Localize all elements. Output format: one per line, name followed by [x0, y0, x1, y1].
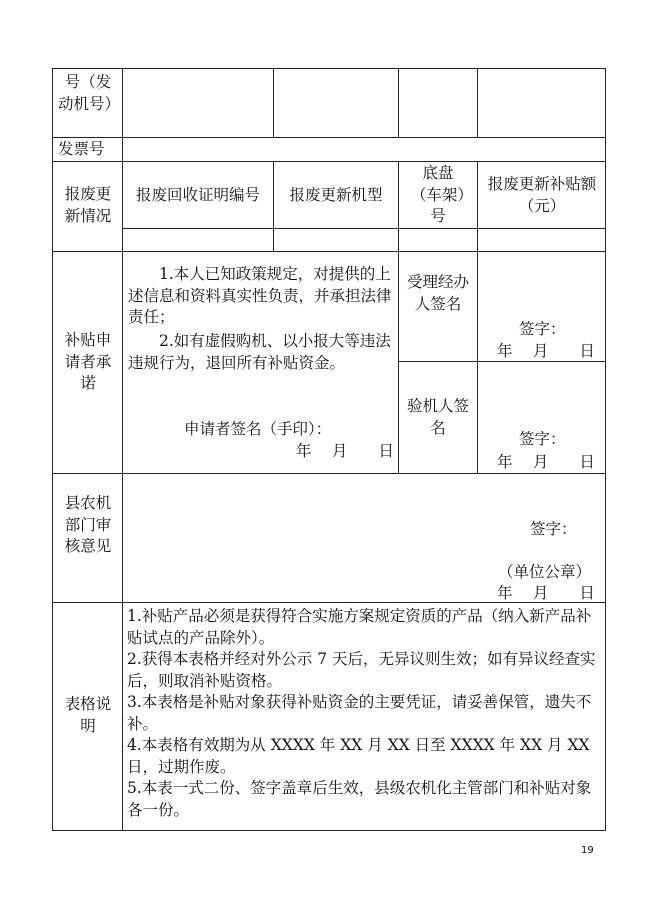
scrap-cert-number-header: 报废回收证明编号 — [135, 186, 260, 204]
note-item-5: 5.本表一式二份、签字盖章后生效，县级农机化主管部门和补贴对象各一份。 — [127, 779, 592, 819]
engine-number-cell-1[interactable] — [123, 69, 273, 137]
handler-sign-label[interactable]: 签字： — [519, 320, 566, 338]
county-seal-label: （单位公章） — [498, 563, 592, 581]
scrap-model-field[interactable] — [274, 229, 398, 251]
engine-number-cell-3[interactable] — [399, 69, 477, 137]
note-item-1: 1.补贴产品必须是获得符合实施方案规定资质的产品（纳入新产品补贴试点的产品除外）。 — [127, 607, 592, 647]
engine-number-cell-2[interactable] — [274, 69, 398, 137]
scrap-model-header: 报废更新机型 — [289, 186, 383, 204]
scrap-update-label: 报废更新情况 — [64, 185, 112, 225]
scrap-subsidy-amount-header: 报废更新补贴额（元） — [487, 175, 597, 215]
inspector-sign-label[interactable]: 签字： — [519, 430, 566, 448]
inspector-date[interactable]: 年 月 日 — [497, 453, 595, 471]
note-item-4: 4.本表格有效期为从 XXXX 年 XX 月 XX 日至 XXXX 年 XX 月 XX 日，过期作废。 — [127, 736, 590, 776]
chassis-number-field[interactable] — [399, 229, 477, 251]
scrap-subsidy-amount-field[interactable] — [478, 229, 605, 251]
engine-number-cell-4[interactable] — [478, 69, 605, 137]
applicant-commitment-label: 补贴申请者承诺 — [64, 331, 112, 392]
invoice-number-label: 发票号 — [58, 140, 105, 158]
form-notes — [127, 606, 603, 821]
county-review-label: 县农机部门审核意见 — [64, 494, 112, 555]
form-notes-label: 表格说明 — [64, 695, 112, 735]
scrap-cert-number-field[interactable] — [123, 229, 273, 251]
applicant-date[interactable]: 年 月 日 — [296, 442, 394, 460]
chassis-number-header: 底盘（车架）号 — [410, 164, 466, 225]
county-sign-label[interactable]: 签字： — [530, 520, 577, 538]
page-number: 19 — [581, 845, 594, 856]
county-date[interactable]: 年 月 日 — [497, 584, 595, 602]
handler-date[interactable]: 年 月 日 — [497, 342, 595, 360]
handler-signature-label: 受理经办人签名 — [406, 273, 469, 313]
invoice-number-field[interactable] — [123, 138, 605, 161]
commitment-text-2: 2.如有虚假购机、以小报大等违法违规行为，退回所有补贴资金。 — [128, 332, 391, 372]
engine-number-label: 号（发动机号） — [58, 73, 121, 113]
note-item-3: 3.本表格是补贴对象获得补贴资金的主要凭证，请妥善保管，遗失不补。 — [127, 693, 592, 733]
note-item-2: 2.获得本表格并经对外公示 7 天后，无异议则生效；如有异议经查实后，则取消补贴资格。 — [127, 650, 596, 690]
commitment-text: 1.本人已知政策规定，对提供的上述信息和资料真实性负责，并承担法律责任； — [128, 265, 392, 326]
applicant-signature-label: 申请者签名（手印）： — [184, 420, 332, 438]
inspector-signature-label: 验机人签名 — [406, 397, 469, 437]
